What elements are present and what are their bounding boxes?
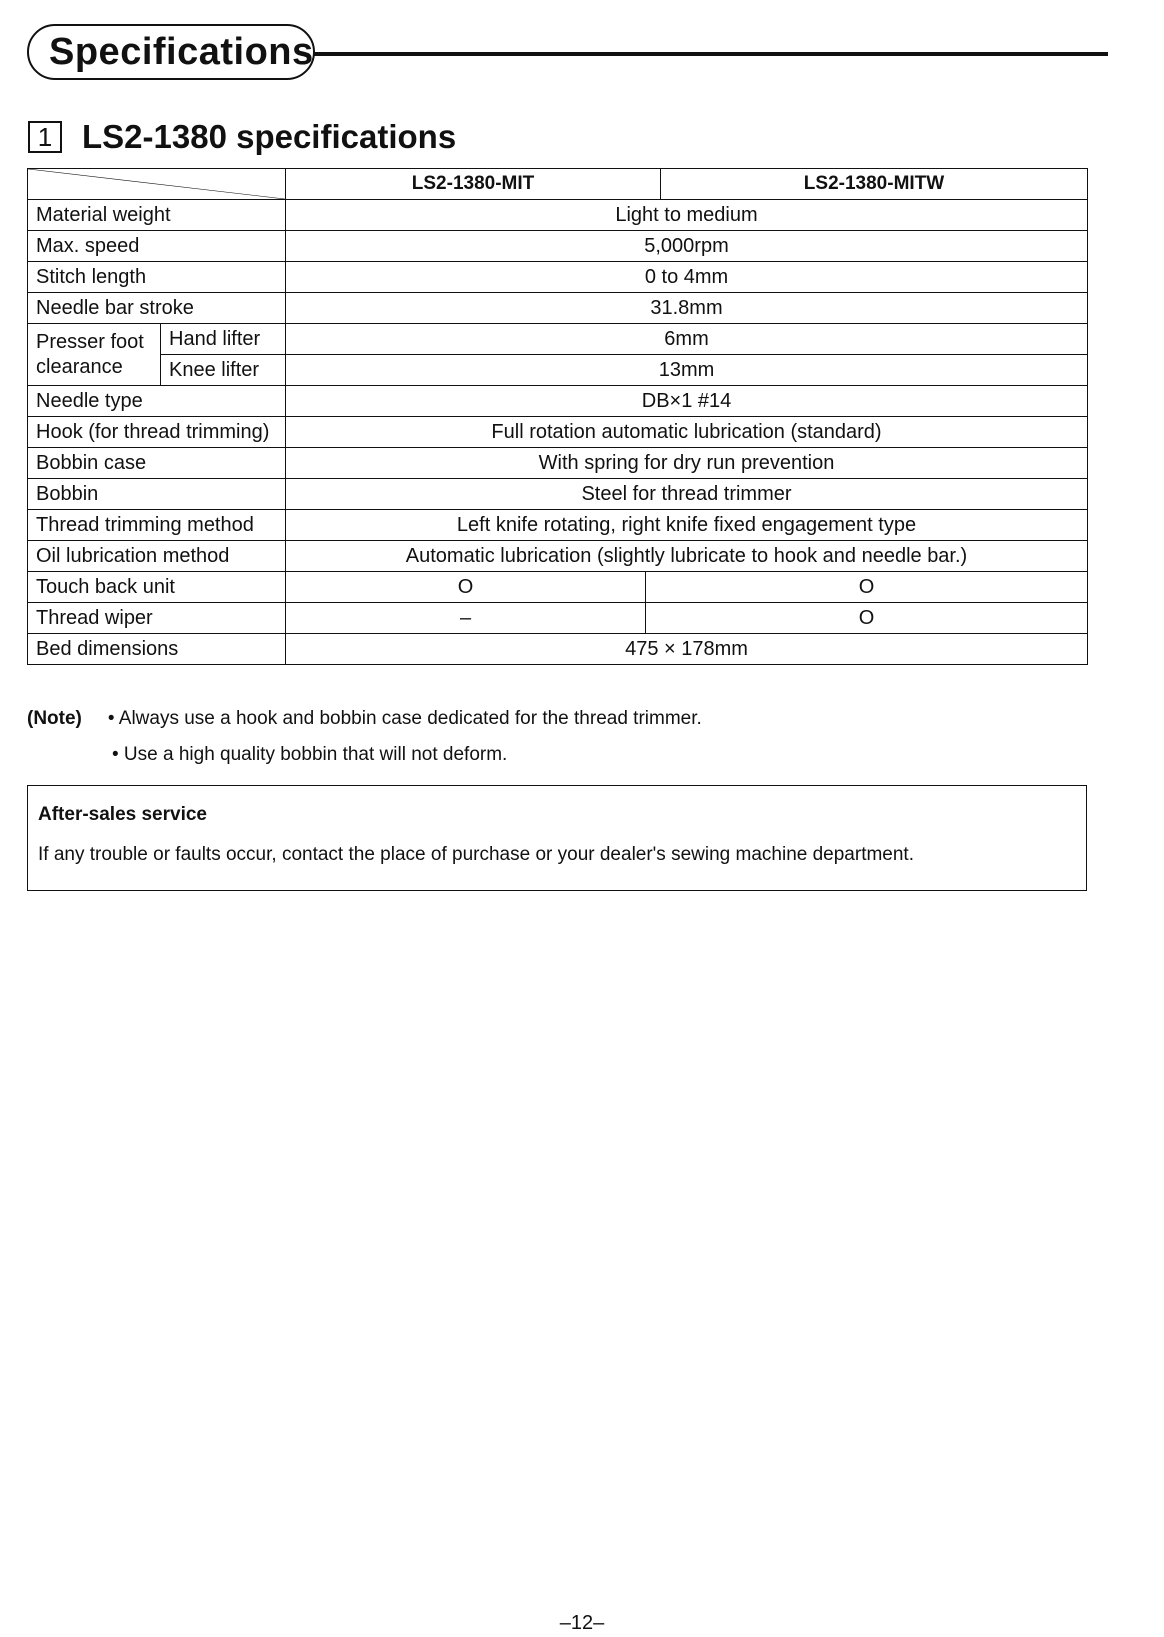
table-corner-cell (28, 169, 286, 200)
section-heading (28, 118, 456, 156)
touch-back-mitw: O (646, 572, 1088, 603)
row-label: Bobbin case (28, 448, 286, 479)
row-label: Hook (for thread trimming) (28, 417, 286, 448)
row-label: Material weight (28, 200, 286, 231)
table-row (28, 262, 1088, 293)
bed-dimensions-value: 475 × 178mm (286, 634, 1088, 665)
presser-label-line1: Presser foot (36, 330, 144, 353)
row-value: 5,000rpm (286, 231, 1088, 262)
row-label: Stitch length (28, 262, 286, 293)
table-row (28, 448, 1088, 479)
row-value: With spring for dry run prevention (286, 448, 1088, 479)
table-row (28, 634, 1088, 665)
table-row (28, 355, 1088, 386)
column-header-mitw: LS2-1380-MITW (661, 169, 1088, 200)
bed-dimensions-label: Bed dimensions (28, 634, 286, 665)
after-sales-title: After-sales service (38, 804, 207, 825)
section-title: LS2-1380 specifications (82, 118, 457, 155)
table-row (28, 417, 1088, 448)
thread-wiper-label: Thread wiper (28, 603, 286, 634)
page-title: Specifications (27, 24, 315, 80)
note-item: • Use a high quality bobbin that will not deform. (112, 744, 508, 765)
table-row (28, 479, 1088, 510)
row-value: Automatic lubrication (slightly lubricate to hook and needle bar.) (286, 541, 1088, 572)
note-item: • Always use a hook and bobbin case dedicated for the thread trimmer. (107, 708, 702, 729)
table-row (28, 510, 1088, 541)
row-value: Full rotation automatic lubrication (standard) (286, 417, 1088, 448)
section-number: 1 (28, 121, 62, 153)
row-value: 31.8mm (286, 293, 1088, 324)
row-value: Light to medium (286, 200, 1088, 231)
row-value: Steel for thread trimmer (286, 479, 1088, 510)
row-label: Needle type (28, 386, 286, 417)
row-label: Oil lubrication method (28, 541, 286, 572)
note-line-1 (27, 708, 702, 730)
note-tag: (Note) (27, 708, 82, 729)
spec-table (27, 168, 1088, 665)
after-sales-text: If any trouble or faults occur, contact the place of purchase or your dealer's sewing machine department. (38, 844, 914, 865)
touch-back-mit: O (286, 572, 646, 603)
column-header-mit: LS2-1380-MIT (286, 169, 661, 200)
corner-diagonal (28, 169, 285, 199)
note-line-2 (112, 744, 507, 766)
table-row (28, 231, 1088, 262)
presser-label-line2: clearance (36, 355, 123, 378)
row-label: Bobbin (28, 479, 286, 510)
table-header-row (28, 169, 1088, 200)
thread-wiper-mit: – (286, 603, 646, 634)
page-number: –12– (559, 1612, 605, 1634)
row-label: Needle bar stroke (28, 293, 286, 324)
table-row (28, 541, 1088, 572)
table-row (28, 386, 1088, 417)
knee-lifter-value: 13mm (286, 355, 1088, 386)
header-rule (310, 52, 1108, 56)
table-row (28, 324, 1088, 355)
row-value: 0 to 4mm (286, 262, 1088, 293)
row-label: Thread trimming method (28, 510, 286, 541)
touch-back-label: Touch back unit (28, 572, 286, 603)
row-value: Left knife rotating, right knife fixed engagement type (286, 510, 1088, 541)
table-row (28, 200, 1088, 231)
knee-lifter-label: Knee lifter (161, 355, 286, 386)
presser-foot-label (28, 324, 161, 386)
after-sales-box (27, 785, 1087, 891)
table-row (28, 293, 1088, 324)
row-value: DB×1 #14 (286, 386, 1088, 417)
hand-lifter-value: 6mm (286, 324, 1088, 355)
row-label: Max. speed (28, 231, 286, 262)
thread-wiper-mitw: O (646, 603, 1088, 634)
table-row (28, 572, 1088, 603)
hand-lifter-label: Hand lifter (161, 324, 286, 355)
table-row (28, 603, 1088, 634)
